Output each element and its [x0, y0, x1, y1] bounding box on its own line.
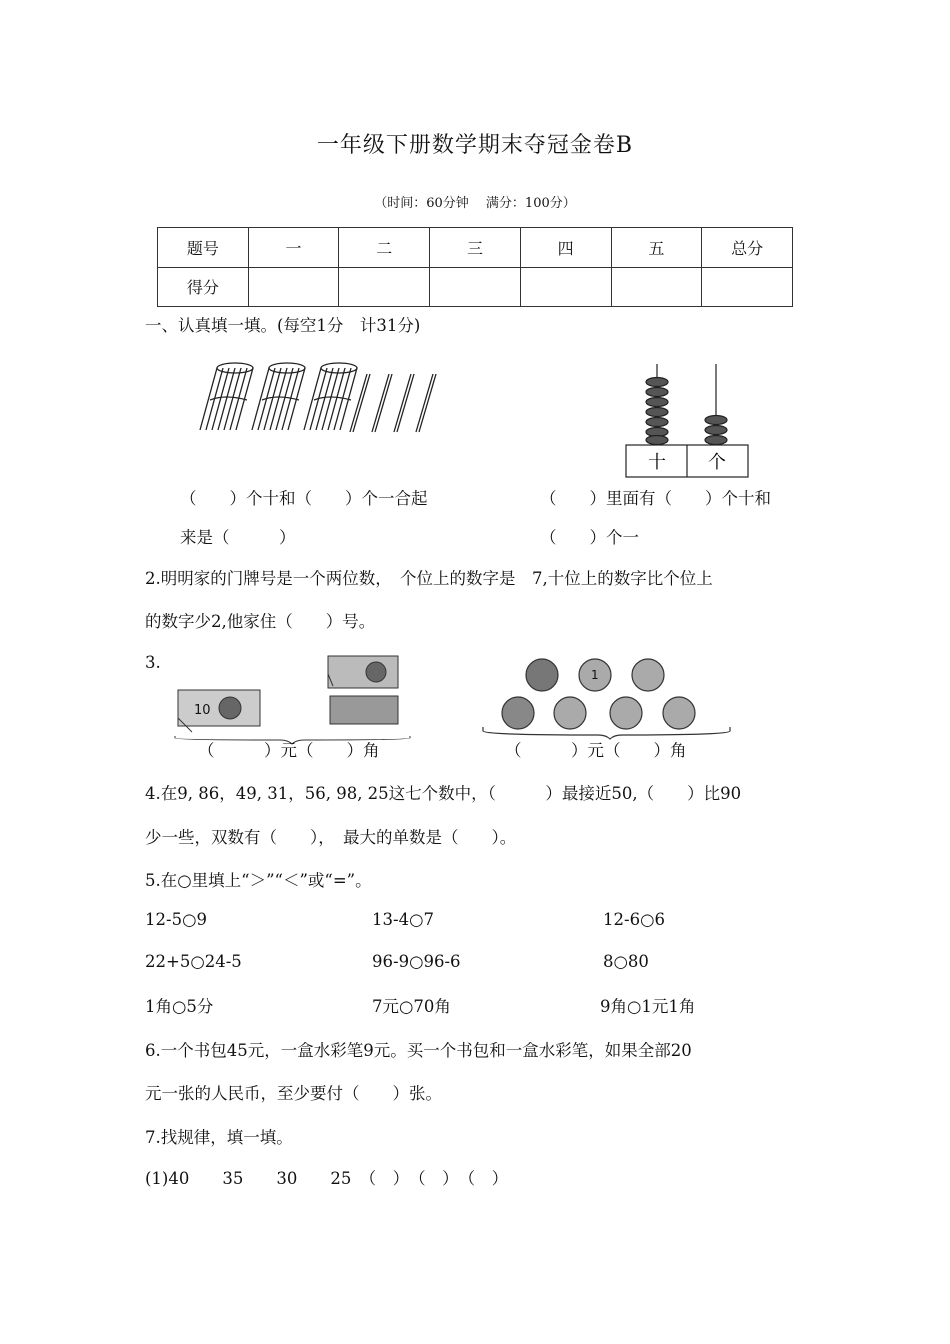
coin	[554, 697, 586, 729]
page-title: 一年级下册数学期末夺冠金卷B	[316, 133, 634, 158]
header-cell: 五	[611, 228, 702, 268]
q5-heading: 5.在○里填上“＞”“＜”或“=”。	[145, 871, 372, 890]
bead	[705, 416, 727, 425]
coin	[663, 697, 695, 729]
q6-text: 6.一个书包45元，一盒水彩笔9元。买一个书包和一盒水彩笔，如果全部20	[145, 1041, 692, 1060]
abacus-ones-label: 个	[708, 452, 726, 473]
single-stick	[372, 374, 392, 432]
q4-text: 少一些，双数有（ ）， 最大的单数是（ ）。	[145, 828, 517, 847]
banknote-value: 10	[194, 703, 211, 718]
q1-right-text: （ ）里面有（ ）个十和	[540, 489, 771, 508]
score-cell[interactable]	[702, 267, 793, 307]
comparison-item: 9角○1元1角	[600, 997, 696, 1016]
score-table-header-row	[158, 228, 793, 268]
score-table	[157, 227, 793, 307]
header-cell: 题号	[158, 228, 249, 268]
bead	[646, 436, 668, 445]
score-table-score-row	[158, 267, 793, 307]
bead	[705, 426, 727, 435]
bead	[705, 436, 727, 445]
comparison-item: 8○80	[603, 952, 649, 971]
stick-bundle	[252, 363, 305, 430]
coin	[526, 659, 558, 691]
q1-left-text: （ ）个十和（ ）个一合起	[180, 489, 428, 508]
section-heading: 一、认真填一填。(每空1分 计31分)	[145, 316, 421, 335]
single-stick	[416, 374, 436, 432]
q2-text: 2.明明家的门牌号是一个两位数， 个位上的数字是 7,十位上的数字比个位上	[145, 569, 713, 588]
abacus-tens-label: 十	[648, 452, 666, 473]
score-cell[interactable]	[520, 267, 611, 307]
header-cell: 二	[339, 228, 430, 268]
coin	[610, 697, 642, 729]
single-stick	[394, 374, 414, 432]
score-cell[interactable]	[248, 267, 339, 307]
q3-left-answer: （ ）元（ ）角	[198, 741, 380, 760]
q3-label: 3.	[145, 653, 161, 672]
coin	[502, 697, 534, 729]
q4-text: 4.在9, 86，49, 31，56, 98, 25这七个数中，（ ）最接近50,（ ）比90	[145, 784, 742, 803]
coins-image	[478, 655, 738, 743]
q7-heading: 7.找规律，填一填。	[145, 1128, 293, 1147]
comparison-item: 7元○70角	[372, 997, 451, 1016]
comparison-item: 96-9○96-6	[372, 952, 461, 971]
header-cell: 总分	[702, 228, 793, 268]
coin-label: 1	[591, 668, 599, 682]
comparison-item: 12-5○9	[145, 910, 207, 929]
banknote	[328, 656, 398, 688]
score-cell[interactable]	[430, 267, 521, 307]
score-cell[interactable]	[339, 267, 430, 307]
q1-left-text: 来是（ ）	[180, 528, 296, 547]
q1-right-text: （ ）个一	[540, 528, 639, 547]
header-cell: 一	[248, 228, 339, 268]
q7-sequence: (1)40 35 30 25 （ ） （ ） （ ）	[145, 1169, 509, 1188]
bead	[646, 408, 668, 417]
bead	[646, 388, 668, 397]
q3-right-answer: （ ）元（ ）角	[505, 741, 687, 760]
banknote	[330, 696, 398, 724]
header-cell: 三	[430, 228, 521, 268]
comparison-item: 13-4○7	[372, 910, 434, 929]
score-cell[interactable]	[611, 267, 702, 307]
stick-bundle	[304, 363, 357, 430]
q2-text: 的数字少2,他家住（ ）号。	[145, 612, 376, 631]
q6-text: 元一张的人民币，至少要付（ ）张。	[145, 1084, 442, 1103]
comparison-item: 1角○5分	[145, 997, 214, 1016]
score-label-cell: 得分	[158, 267, 249, 307]
comparison-item: 12-6○6	[603, 910, 665, 929]
abacus-image	[622, 362, 752, 480]
header-cell: 四	[520, 228, 611, 268]
coin	[632, 659, 664, 691]
counting-sticks-image	[195, 360, 445, 440]
bead	[646, 398, 668, 407]
comparison-item: 22+5○24-5	[145, 952, 242, 971]
banknotes-image	[170, 652, 415, 742]
bead	[646, 418, 668, 427]
bead	[646, 378, 668, 387]
stick-bundle	[200, 363, 253, 430]
exam-info: （时间：60分钟 满分：100分）	[374, 196, 576, 211]
